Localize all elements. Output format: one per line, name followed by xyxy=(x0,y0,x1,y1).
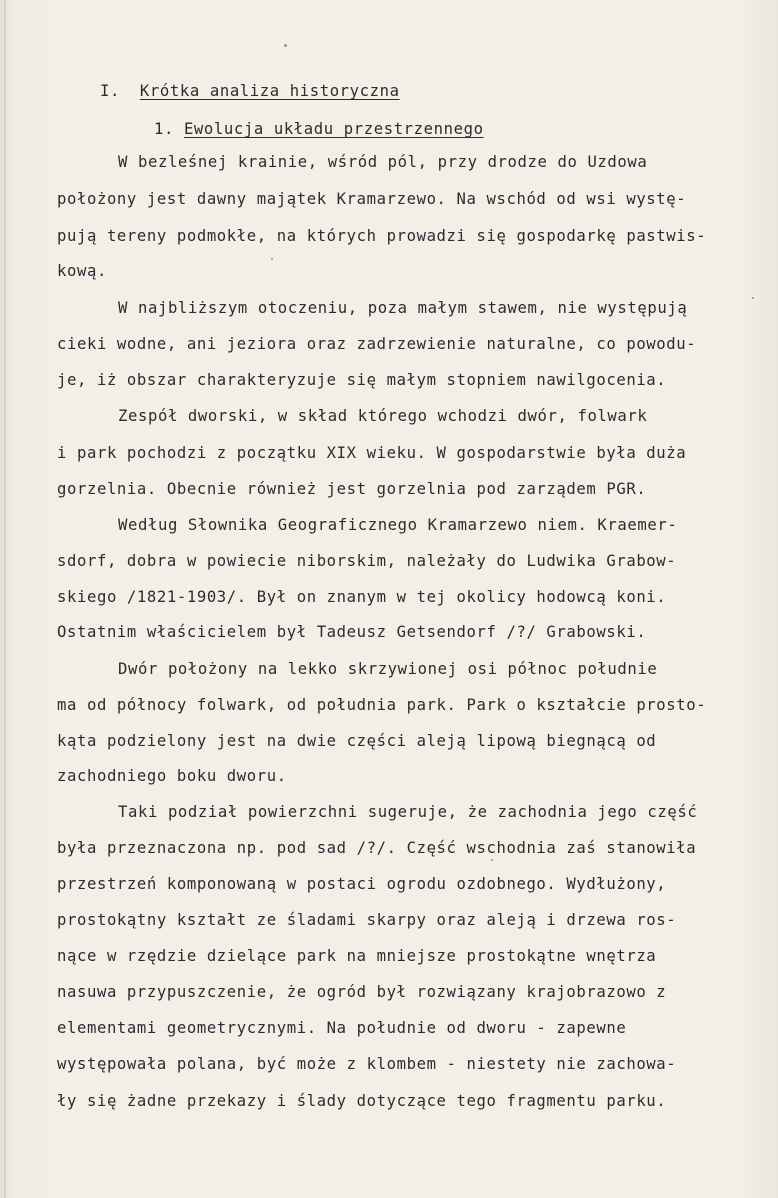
paper-speck xyxy=(284,44,287,47)
text-line: kową. xyxy=(57,262,107,280)
text-line: występowała polana, być może z klombem - niestety nie zachowa- xyxy=(57,1055,677,1073)
text-line: W najbliższym otoczeniu, poza małym stawem, nie występują xyxy=(118,299,688,317)
text-line: przestrzeń komponowaną w postaci ogrodu ozdobnego. Wydłużony, xyxy=(57,875,667,893)
text-line: ły się żadne przekazy i ślady dotyczące tego fragmentu parku. xyxy=(57,1092,667,1110)
text-line: Zespół dworski, w skład którego wchodzi dwór, folwark xyxy=(118,407,648,425)
text-line: była przeznaczona np. pod sad /?/. Część wschodnia zaś stanowiła xyxy=(57,839,697,857)
text-line: W bezleśnej krainie, wśród pól, przy drodze do Uzdowa xyxy=(118,153,648,171)
page-margin-edge xyxy=(4,0,6,1198)
paper-speck xyxy=(752,297,754,299)
text-line: Dwór położony na lekko skrzywionej osi północ południe xyxy=(118,660,658,678)
text-line: Ostatnim właścicielem był Tadeusz Getsendorf /?/ Grabowski. xyxy=(57,623,647,641)
text-line: Według Słownika Geograficznego Kramarzewo niem. Kraemer- xyxy=(118,516,678,534)
paper-speck xyxy=(491,859,493,861)
text-line: sdorf, dobra w powiecie niborskim, należały do Ludwika Grabow- xyxy=(57,552,677,570)
text-line: gorzelnia. Obecnie również jest gorzelnia pod zarządem PGR. xyxy=(57,480,647,498)
text-line: skiego /1821-1903/. Był on znanym w tej okolicy hodowcą koni. xyxy=(57,588,667,606)
text-line: i park pochodzi z początku XIX wieku. W gospodarstwie była duża xyxy=(57,444,687,462)
text-line: prostokątny kształt ze śladami skarpy oraz aleją i drzewa ros- xyxy=(57,911,677,929)
text-line: kąta podzielony jest na dwie części aleją lipową biegnącą od xyxy=(57,732,657,750)
text-line: pują tereny podmokłe, na których prowadzi się gospodarkę pastwis- xyxy=(57,227,707,245)
text-line: Taki podział powierzchni sugeruje, że zachodnia jego część xyxy=(118,803,698,821)
text-line: nące w rzędzie dzielące park na mniejsze prostokątne wnętrza xyxy=(57,947,657,965)
subsection-title: Ewolucja układu przestrzennego xyxy=(183,120,484,138)
text-line: je, iż obszar charakteryzuje się małym stopniem nawilgocenia. xyxy=(57,371,667,389)
section-title: Krótka analiza historyczna xyxy=(139,82,400,100)
paper-speck xyxy=(271,258,273,260)
text-line: położony jest dawny majątek Kramarzewo. Na wschód od wsi wystę- xyxy=(57,190,687,208)
text-line: nasuwa przypuszczenie, że ogród był rozwiązany krajobrazowo z xyxy=(57,983,667,1001)
text-line: ma od północy folwark, od południa park. Park o kształcie prosto- xyxy=(57,696,707,714)
subsection-heading xyxy=(114,99,484,159)
section-number: I. xyxy=(99,82,120,100)
text-line: elementami geometrycznymi. Na południe od dworu - zapewne xyxy=(57,1019,627,1037)
subsection-number: 1. xyxy=(153,120,174,138)
text-line: cieki wodne, ani jeziora oraz zadrzewienie naturalne, co powodu- xyxy=(57,335,697,353)
text-line: zachodniego boku dworu. xyxy=(57,767,287,785)
